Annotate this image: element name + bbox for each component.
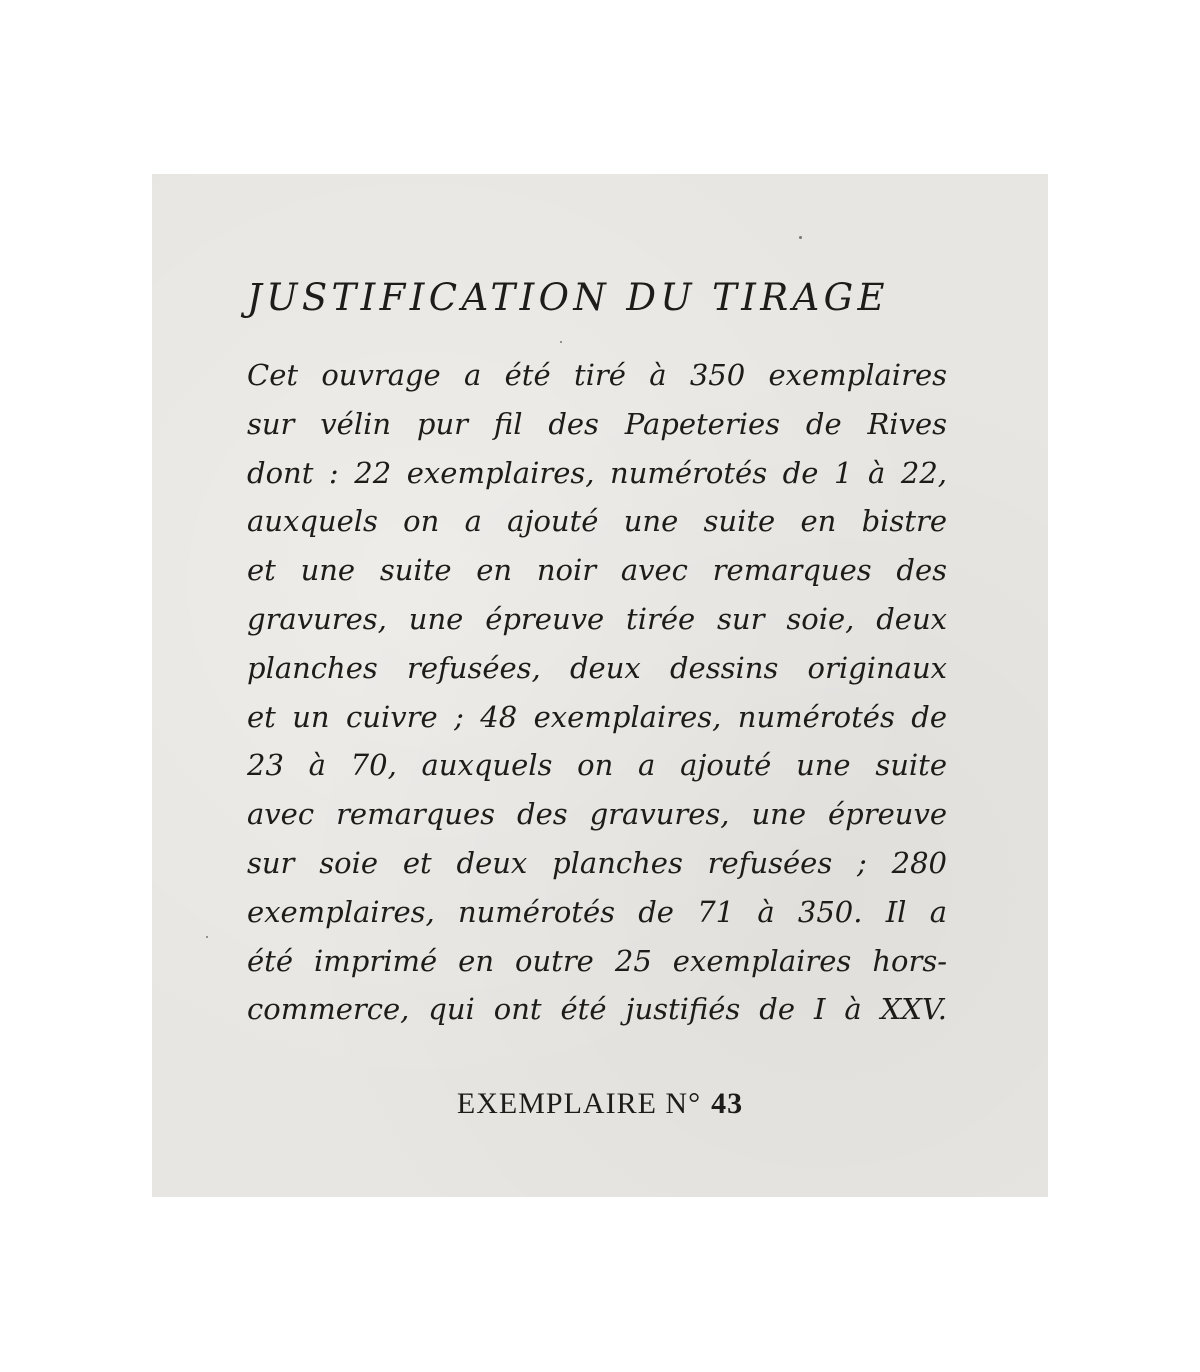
- copy-number: 43: [711, 1087, 744, 1120]
- paper-speck: [206, 936, 208, 938]
- copy-label: EXEMPLAIRE N°: [456, 1087, 702, 1120]
- text-line: sur soie et deux planches refusées ; 280: [247, 845, 947, 880]
- text-line: exemplaires, numérotés de 71 à 350. Il a: [247, 894, 947, 929]
- text-line: 23 à 70, auxquels on a ajouté une suite: [247, 748, 947, 783]
- paper-speck: [560, 341, 562, 343]
- text-line: été imprimé en outre 25 exemplaires hors-: [247, 943, 947, 978]
- text-line: et une suite en noir avec remarques des: [247, 553, 947, 588]
- text-line: Cet ouvrage a été tiré à 350 exemplaires: [247, 358, 947, 392]
- text-line: auxquels on a ajouté une suite en bistre: [247, 504, 947, 539]
- colophon-page: [152, 174, 1048, 1197]
- justification-text: [247, 351, 947, 1034]
- text-line: planches refusées, deux dessins originaux: [247, 650, 947, 685]
- copy-number-line: [152, 1084, 1048, 1124]
- text-line: commerce, qui ont été justifiés de I à XXV.: [247, 992, 947, 1027]
- text-line: avec remarques des gravures, une épreuve: [247, 797, 947, 832]
- text-line: dont : 22 exemplaires, numérotés de 1 à 22,: [247, 455, 947, 490]
- text-line: gravures, une épreuve tirée sur soie, deux: [247, 601, 947, 636]
- page-title: JUSTIFICATION DU TIRAGE: [247, 276, 889, 319]
- paper-speck: [799, 236, 802, 239]
- text-line: et un cuivre ; 48 exemplaires, numérotés de: [247, 699, 947, 734]
- text-line: sur vélin pur fil des Papeteries de Rives: [247, 406, 947, 441]
